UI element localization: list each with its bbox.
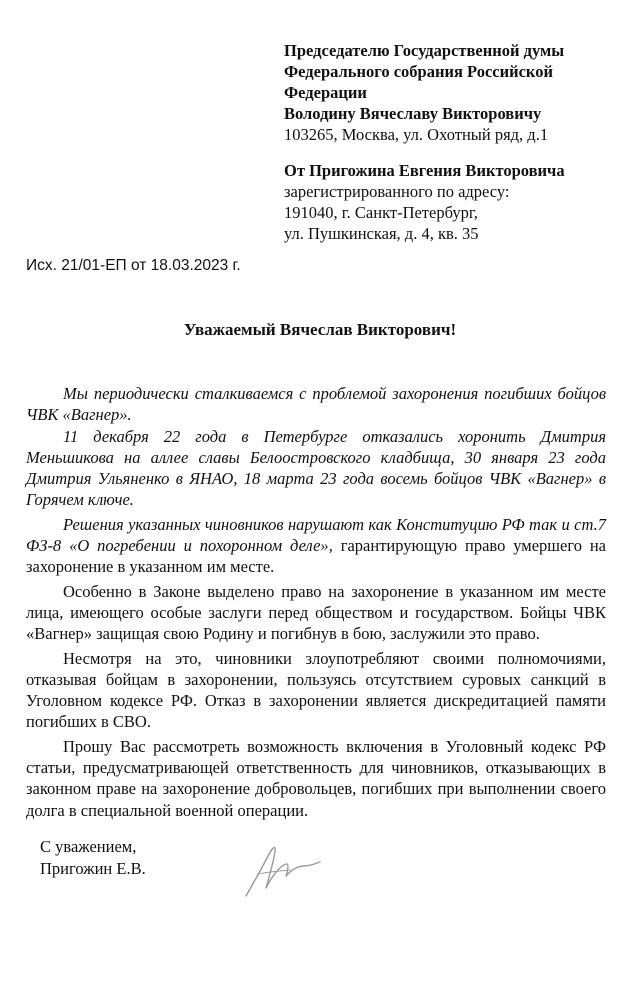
paragraph-3-italic: Решения указанных чиновников нарушают как Конституцию РФ так и ст.7 ФЗ-8 «О погребении и похоронном деле»: [26, 514, 606, 556]
paragraph-5: Несмотря на это, чиновники злоупотребляют своими полномочиями, отказывая бойцам в захоронении, пользуясь отсутствием суровых санкций в Уголовном кодексе РФ. Отказ в захоронении является дискредитацией памяти погибших в СВО.: [26, 648, 606, 732]
closing-block: [40, 836, 146, 880]
sender-address-line-2: ул. Пушкинская, д. 4, кв. 35: [284, 224, 479, 243]
paragraph-6: Прошу Вас рассмотреть возможность включения в Уголовный кодекс РФ статьи, предусматривающей ответственность для чиновников, отказывающих в законном праве на захоронение добровольцев, погибших при выполнении своего долга в специальной военной операции.: [26, 736, 606, 820]
paragraph-4: Особенно в Законе выделено право на захоронение в указанном им месте лица, имеющего особые заслуги перед обществом и государством. Бойцы ЧВК «Вагнер» защищая свою Родину и погибнув в бою, заслужили это право.: [26, 581, 606, 644]
addressee-line-2: Федерального собрания Российской: [284, 62, 553, 81]
paragraph-3-rest: , гарантирующую право умершего на захоронение в указанном им месте.: [26, 536, 606, 577]
closing-regards: С уважением,: [40, 837, 137, 856]
outgoing-number: Исх. 21/01-ЕП от 18.03.2023 г.: [26, 257, 241, 274]
sender-block: [284, 160, 624, 244]
sender-name: От Пригожина Евгения Викторовича: [284, 161, 565, 180]
closing-name: Пригожин Е.В.: [40, 859, 146, 878]
addressee-address: 103265, Москва, ул. Охотный ряд, д.1: [284, 125, 549, 144]
addressee-block: [284, 40, 624, 145]
signature-image: [228, 830, 338, 910]
salutation: Уважаемый Вячеслав Викторович!: [183, 320, 457, 339]
paragraph-3: [26, 514, 606, 578]
addressee-line-1: Председателю Государственной думы: [284, 41, 565, 60]
sender-registration-label: зарегистрированного по адресу:: [284, 182, 510, 201]
addressee-line-3: Федерации: [284, 83, 367, 102]
paragraph-1: Мы периодически сталкиваемся с проблемой захоронения погибших бойцов ЧВК «Вагнер».: [26, 384, 606, 425]
letter-body: [26, 383, 606, 821]
sender-address-line-1: 191040, г. Санкт-Петербург,: [284, 203, 478, 222]
paragraph-2: 11 декабря 22 года в Петербурге отказались хоронить Дмитрия Меньшикова на аллее славы Белоостровского кладбища, 30 января 23 года Дмитрия Ульяненко в ЯНАО, 18 марта 23 года восемь бойцов ЧВК «Вагнер» в Горячем ключе.: [26, 426, 606, 510]
addressee-name: Володину Вячеславу Викторовичу: [284, 104, 542, 123]
